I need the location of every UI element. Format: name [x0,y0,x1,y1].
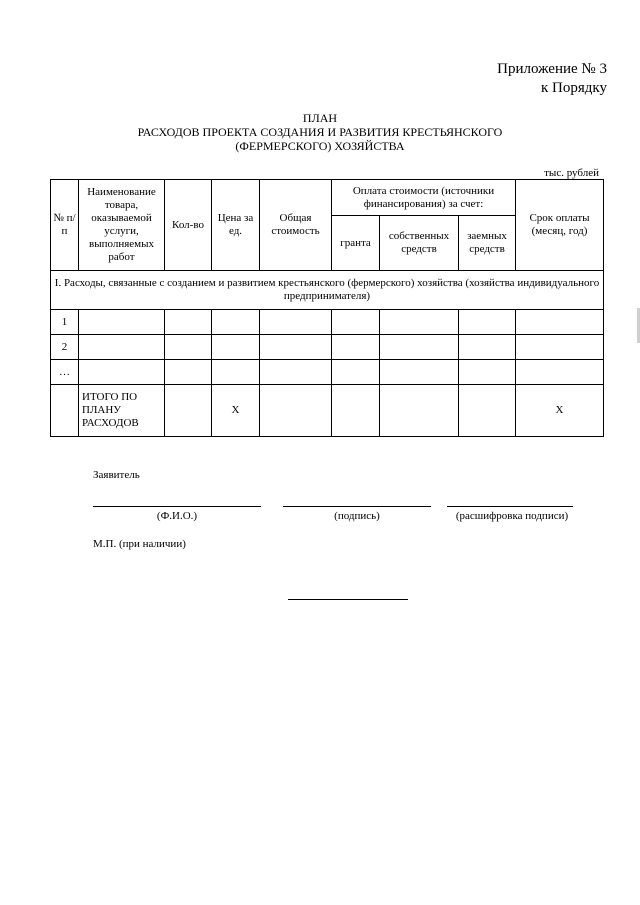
header-price: Цена за ед. [212,180,260,271]
table-row [51,335,604,360]
table-cell [380,360,459,385]
table-cell [260,310,332,335]
table-cell [380,385,459,437]
table-cell [380,310,459,335]
table-cell [212,310,260,335]
decode-caption: (расшифровка подписи) [455,510,569,522]
section-row: I. Расходы, связанные с созданием и развитием крестьянского (фермерского) хозяйства (хозяйства индивидуального предпринимателя) [51,271,604,310]
title-line-2: РАСХОДОВ ПРОЕКТА СОЗДАНИЯ И РАЗВИТИЯ КРЕСТЬЯНСКОГО [137,125,503,139]
row-number: 2 [51,335,79,360]
table-cell [79,360,165,385]
unit-label: тыс. рублей [544,167,599,179]
table-cell [165,385,212,437]
signature-line [283,506,431,507]
table-cell [459,385,516,437]
header-name: Наименование товара, оказываемой услуги, выполняемых работ [79,180,165,271]
row-number: 1 [51,310,79,335]
header-grant: гранта [332,216,380,271]
fio-caption: (Ф.И.О.) [156,510,198,522]
table-cell [332,360,380,385]
applicant-label: Заявитель [93,469,140,481]
table-cell [380,335,459,360]
table-cell [212,360,260,385]
table-cell [516,360,604,385]
header-own-funds: собственных средств [380,216,459,271]
appendix-reference: к Порядку [541,80,607,96]
table-cell [165,360,212,385]
decode-line [447,506,573,507]
table-row [51,310,604,335]
header-payment-sources: Оплата стоимости (источники финансирования) за счет: [332,180,516,216]
appendix-label [497,60,607,98]
header-num: № п/п [51,180,79,271]
header-borrowed-funds: заемных средств [459,216,516,271]
table-cell [332,310,380,335]
header-total: Общая стоимость [260,180,332,271]
title-line-1: ПЛАН [302,111,338,125]
header-term: Срок оплаты (месяц, год) [516,180,604,271]
total-label: ИТОГО ПО ПЛАНУ РАСХОДОВ [79,385,165,437]
table-cell [516,335,604,360]
table-cell [260,385,332,437]
table-cell [165,310,212,335]
total-price-mark: Х [212,385,260,437]
end-divider [288,599,408,600]
table-row [51,360,604,385]
document-title [0,111,640,153]
table-cell [79,335,165,360]
table-cell [260,335,332,360]
appendix-number: Приложение № 3 [497,61,607,77]
table-cell [260,360,332,385]
table-cell [51,385,79,437]
header-qty: Кол-во [165,180,212,271]
table-cell [459,310,516,335]
table-cell [212,335,260,360]
total-row [51,385,604,437]
table-cell [165,335,212,360]
fio-line [93,506,261,507]
signature-caption: (подпись) [334,510,380,522]
total-term-mark: Х [516,385,604,437]
table-cell [516,310,604,335]
expense-plan-table [50,179,604,437]
table-cell [459,360,516,385]
table-cell [332,385,380,437]
table-cell [332,335,380,360]
table-cell [79,310,165,335]
stamp-label: М.П. (при наличии) [93,538,186,550]
title-line-3: (ФЕРМЕРСКОГО) ХОЗЯЙСТВА [235,139,405,153]
table-cell [459,335,516,360]
row-number: … [51,360,79,385]
